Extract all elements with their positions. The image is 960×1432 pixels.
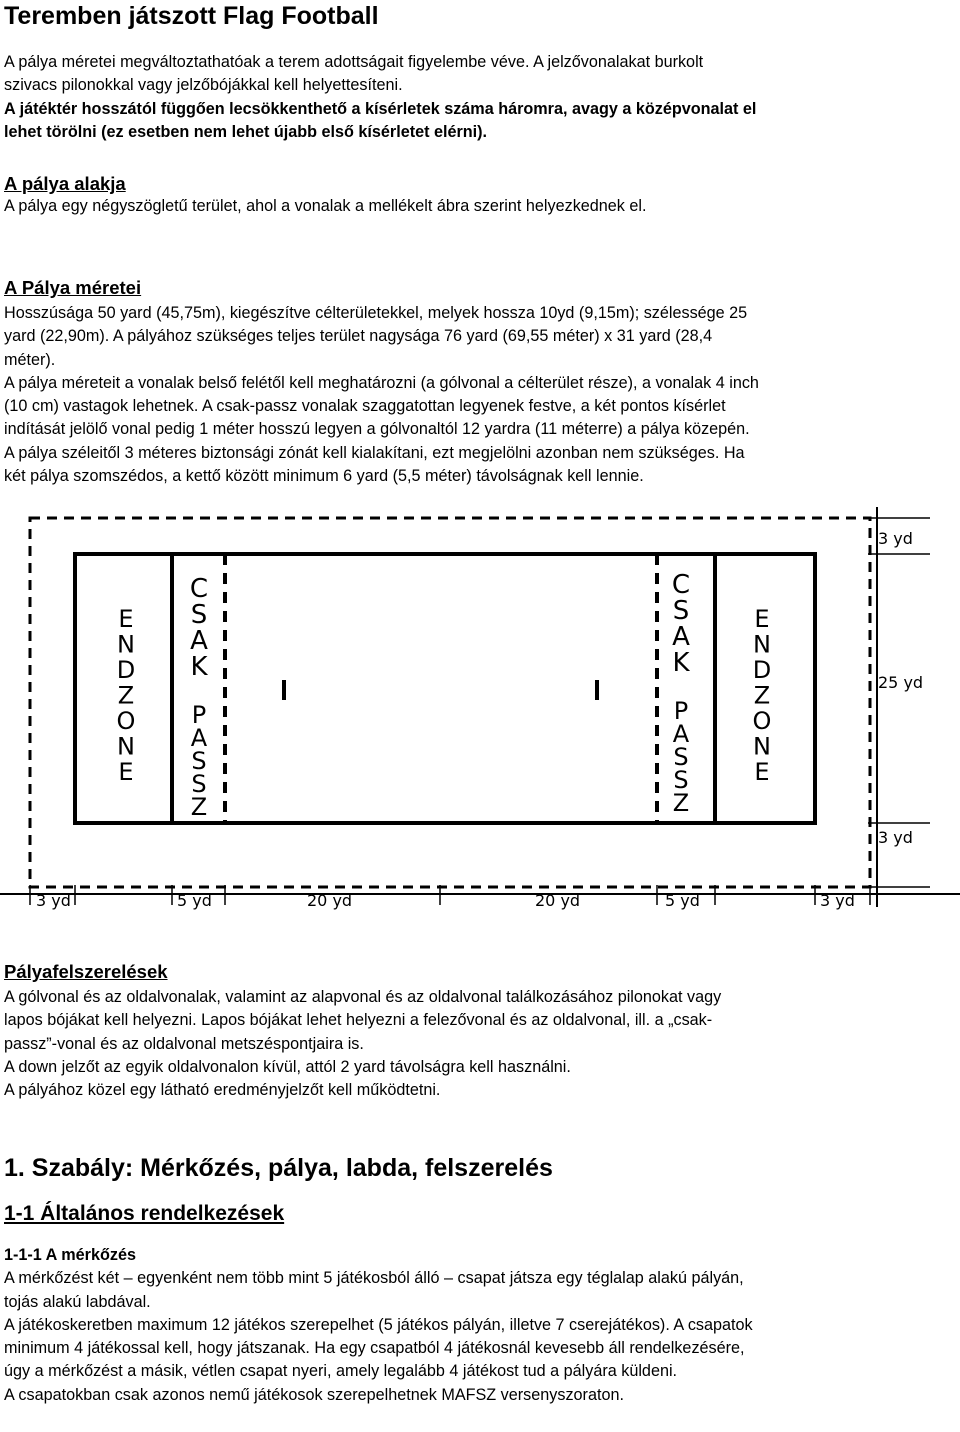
dimensions-line: A pálya széleitől 3 méteres biztonsági zónát kell kialakítani, ezt megjelölni azonban nem szükséges. Ha [4,443,745,462]
equipment-line: A pályához közel egy látható eredményjelzőt kell működtetni. [4,1081,441,1100]
equipment-line: A down jelzőt az egyik oldalvonalon kívül, attól 2 yard távolságra kell használni. [4,1057,571,1076]
equipment-heading: Pályafelszerelések [4,961,168,982]
passz-letter-right: P [673,697,689,725]
endzone-letter-left: Z [117,681,135,710]
csak-letter-left: K [190,652,208,682]
dimensions-line: méter). [4,350,56,369]
bottom-label: 20 yd [307,891,353,910]
csak-letter-left: A [190,626,208,656]
field-diagram [0,505,960,925]
intro-section [4,51,956,144]
equipment-section [4,960,956,1102]
endzone-letter-right: N [753,630,771,659]
passz-letter-left: P [191,701,207,729]
passz-letter-right: Z [672,789,690,817]
passz-letter-right: S [673,743,689,771]
rule1-subsubheading: 1-1-1 A mérkőzés [4,1246,136,1264]
csak-letter-left: C [189,574,209,604]
endzone-letter-right: N [753,732,771,761]
rule1-line: úgy a mérkőzést a másik, vétlen csapat nyeri, amely legalább 4 játékost tud a pályára küldeni. [4,1362,678,1381]
shape-text: A pálya egy négyszögletű terület, ahol a vonalak a mellékelt ábra szerint helyezkednek el. [4,197,647,215]
shape-section [4,172,956,218]
equipment-line: lapos bójákat kell helyezni. Lapos bójákat lehet helyezni a felezővonal és az oldalvonal, ill. a „csak- [4,1011,713,1030]
page-title: Teremben játszott Flag Football [4,2,379,30]
bottom-label: 5 yd [177,891,212,910]
dimensions-line: Hosszúsága 50 yard (45,75m), kiegészítve célterületekkel, melyek hossza 10yd (9,15m); szélessége 25 [4,304,748,322]
rule1-subheading: 1-1 Általános rendelkezések [4,1202,285,1225]
csak-letter-left: S [190,600,208,630]
dimensions-heading: A Pálya méretei [4,277,142,298]
bottom-label: 3 yd [820,891,855,910]
endzone-letter-left: N [117,630,135,659]
csak-letter-right: A [672,622,690,652]
equipment-line: passz”-vonal és az oldalvonal metszéspontjaira is. [4,1034,364,1053]
passz-letter-right: A [672,720,690,748]
rule1-line: A csapatokban csak azonos nemű játékosok szerepelhetnek MAFSZ versenyszoraton. [4,1385,624,1404]
dimensions-line: két pálya szomszédos, a kettő között minimum 6 yard (5,5 méter) távolságnak kell lennie. [4,467,644,486]
shape-heading: A pálya alakja [4,173,126,194]
endzone-letter-left: N [117,732,135,761]
rule1-line: A mérkőzést két – egyenként nem több mint 5 játékosból álló – csapat játsza egy téglalap alakú pályán, [4,1269,744,1288]
intro-bold-line: A játéktér hosszától függően lecsökkenthető a kísérletek száma háromra, avagy a középvonalat el [4,99,757,118]
passz-letter-right: S [673,766,689,794]
right-label-middle: 25 yd [878,673,924,692]
bottom-label: 5 yd [665,891,700,910]
endzone-letter-left: O [116,707,136,735]
intro-line: szivacs pilonokkal vagy jelzőbójákkal kell helyettesíteni. [4,76,403,95]
endzone-letter-left: E [118,758,134,786]
field-letters [117,570,772,821]
passz-letter-left: S [191,747,207,775]
endzone-letter-left: E [118,605,134,633]
rule1-line: tojás alakú labdával. [4,1292,151,1311]
rule1-line: A játékoskeretben maximum 12 játékos szerepelhet (5 játékos pályán, illetve 7 cserejátékos). A csapatok [4,1315,753,1334]
rule1-section [4,1153,956,1407]
dimensions-line: yard (22,90m). A pályához szükséges teljes terület nagysága 76 yard (69,55 méter) x 31 yard (28,4 [4,327,713,346]
endzone-letter-right: E [754,605,770,633]
intro-bold-line: lehet törölni (ez esetben nem lehet újabb első kísérletet elérni). [4,122,488,141]
passz-letter-left: S [191,770,207,798]
passz-letter-left: Z [190,793,208,821]
dimensions-line: A pálya méreteit a vonalak belső felétől kell meghatározni (a gólvonal a célterület része), a vonalak 4 inch [4,373,759,392]
bottom-label: 20 yd [535,891,581,910]
dimensions-line: indítását jelölő vonal pedig 1 méter hosszú legyen a gólvonaltól 12 yardra (11 méterre) a pálya közepén. [4,420,750,439]
csak-letter-right: S [672,596,690,626]
csak-letter-right: C [671,570,691,600]
endzone-letter-right: E [754,758,770,786]
right-label-bottom: 3 yd [878,828,913,847]
endzone-letter-right: Z [753,681,771,710]
field-boundary [75,554,815,823]
rule1-heading: 1. Szabály: Mérkőzés, pálya, labda, felszerelés [4,1154,553,1182]
bottom-label: 3 yd [36,891,71,910]
right-label-top: 3 yd [878,529,913,548]
endzone-letter-right: D [752,656,772,684]
dimensions-line: (10 cm) vastagok lehetnek. A csak-passz vonalak szaggatottan legyenek festve, a két pontos kísérlet [4,397,726,416]
intro-line: A pálya méretei megváltoztathatóak a terem adottságait figyelembe véve. A jelzővonalakat burkolt [4,53,704,71]
dimensions-section [4,276,956,488]
endzone-letter-right: O [752,707,772,735]
rule1-line: minimum 4 játékossal kell, hogy játszanak. Ha egy csapatból 4 játékosnál kevesebb áll rendelkezésére, [4,1339,745,1358]
csak-letter-right: K [672,648,690,678]
safety-zone-boundary [30,518,870,887]
passz-letter-left: A [190,724,208,752]
equipment-line: A gólvonal és az oldalvonalak, valamint az alapvonal és az oldalvonal találkozásához pilonokat vagy [4,988,722,1006]
endzone-letter-left: D [116,656,136,684]
